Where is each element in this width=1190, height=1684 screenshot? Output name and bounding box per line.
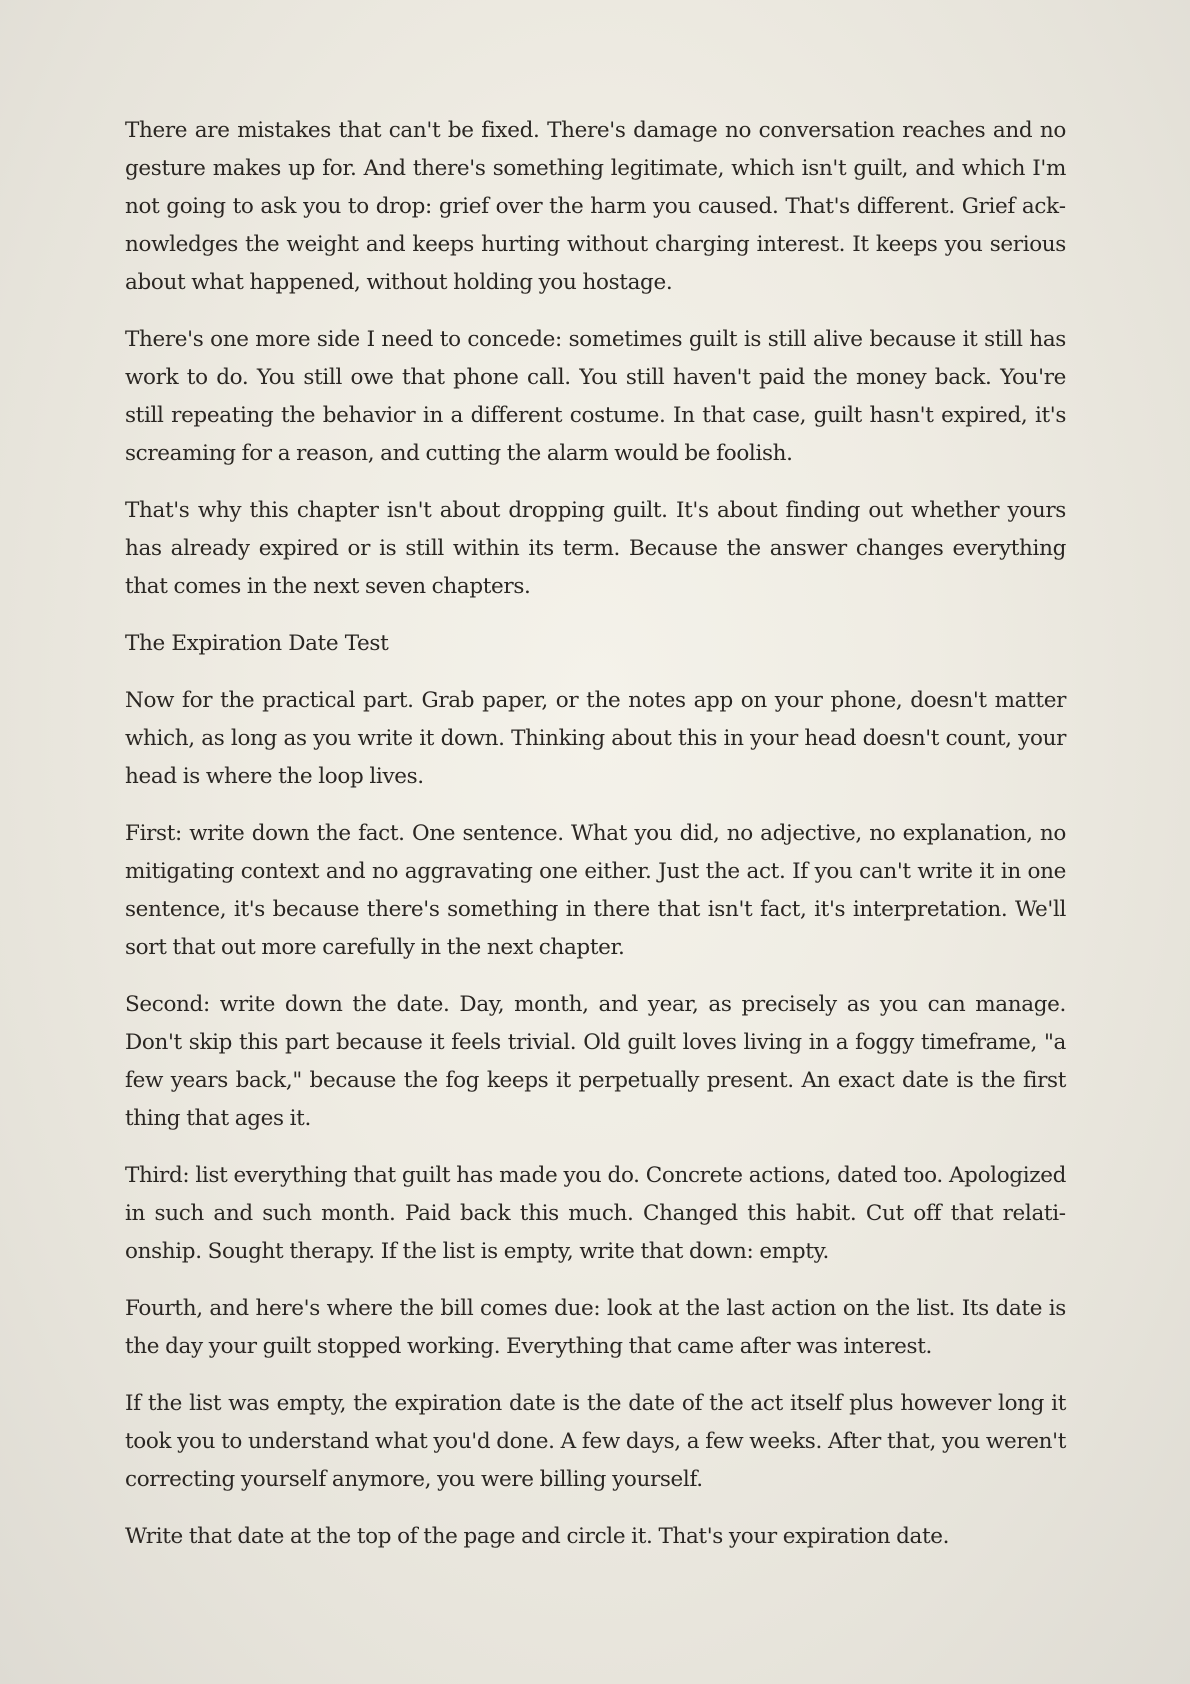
paragraph-chapter-purpose: That's why this chapter isn't about dropping guilt. It's about finding out whether yours has already expired or is still within its term. Because the answer changes everything that comes in the next seven chapters.	[125, 498, 1066, 599]
paragraph-concede: There's one more side I need to concede: sometimes guilt is still alive because it still has work to do. You still owe that phone call. You still haven't paid the money back. You're still repeating the behavior in a different costume. In that case, guilt hasn't expired, it's screaming for a reason, and cutting the alarm would be foolish.	[125, 327, 1066, 466]
paragraph-practical: Now for the practical part. Grab paper, or the notes app on your phone, doesn't matter which, as long as you write it down. Thinking about this in your head doesn't count, your head is where the loop lives.	[125, 688, 1066, 789]
paragraph-closing: Write that date at the top of the page and circle it. That's your expiration date.	[125, 1524, 950, 1549]
paragraph-step-fourth: Fourth, and here's where the bill comes due: look at the last action on the list. Its date is the day your guilt stopped working. Everything that came after was interest.	[125, 1296, 1066, 1359]
paragraph-empty-list: If the list was empty, the expiration date is the date of the act itself plus however long it took you to understand what you'd done. A few days, a few weeks. After that, you weren't correcting yourself anymore, you were billing yourself.	[125, 1391, 1066, 1492]
section-heading: The Expiration Date Test	[125, 631, 389, 656]
paragraph-mistakes: There are mistakes that can't be fixed. There's damage no conversation reaches and no gesture makes up for. And there's something legitimate, which isn't guilt, and which I'm not going to ask you to drop: grief over the harm you caused. That's different. Grief acknowledges the weight and keeps hurting without charging interest. It keeps you serious about what happened, without holding you hostage.	[125, 118, 1066, 295]
document-page	[125, 112, 1066, 1575]
paragraph-step-first: First: write down the fact. One sentence. What you did, no adjective, no explanation, no mitigating context and no aggravating one either. Just the act. If you can't write it in one sentence, it's because there's something in there that isn't fact, it's interpretation. We'll sort that out more carefully in the next chapter.	[125, 821, 1066, 960]
paragraph-step-second: Second: write down the date. Day, month, and year, as precisely as you can manage. Don't skip this part because it feels trivial. Old guilt loves living in a foggy timeframe, "a few years back," because the fog keeps it perpetually present. An exact date is the first thing that ages it.	[125, 992, 1066, 1131]
paragraph-step-third: Third: list everything that guilt has made you do. Concrete actions, dated too. Apologized in such and such month. Paid back this much. Changed this habit. Cut off that relationship. Sought therapy. If the list is empty, write that down: empty.	[125, 1163, 1066, 1264]
